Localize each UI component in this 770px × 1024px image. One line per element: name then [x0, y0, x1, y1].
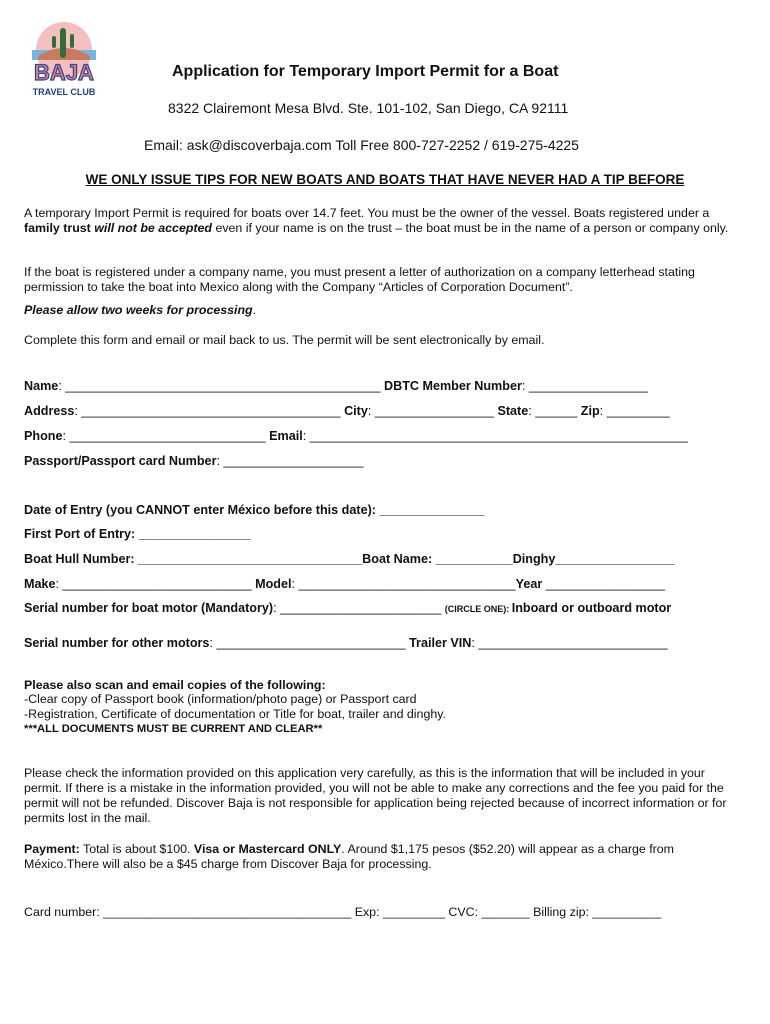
- docs-current-note: ***ALL DOCUMENTS MUST BE CURRENT AND CLEAR**: [24, 723, 323, 735]
- logo-sub: TRAVEL CLUB: [32, 87, 96, 97]
- docs-item-registration: -Registration, Certificate of documentation or Title for boat, trailer and dinghy.: [24, 707, 446, 721]
- other-motors-row[interactable]: Serial number for other motors: ___________________________ Trailer VIN: ___________________________: [24, 636, 668, 650]
- phone-email-row[interactable]: Phone: ____________________________ Email: ______________________________________________________: [24, 429, 688, 443]
- office-address: 8322 Clairemont Mesa Blvd. Ste. 101-102, San Diego, CA 92111: [168, 100, 569, 116]
- intro-paragraph-2: If the boat is registered under a company name, you must present a letter of authorization on a company letterhead stating permission to take the boat into Mexico along with the Company “Articles of Corporation Document”.: [24, 265, 695, 294]
- entry-date-row[interactable]: Date of Entry (you CANNOT enter México before this date): _______________: [24, 503, 485, 517]
- name-row[interactable]: Name: _____________________________________________ DBTC Member Number: _________________: [24, 379, 648, 393]
- check-info-paragraph: Please check the information provided on this application very carefully, as this is the information that will be included in your permit. If there is a mistake in the information provided, you will not be able to make any corrections and the fee you paid for the permit will not be refunded. Discover Baja is not responsible for application being rejected because of incorrect information or for permits lost in the mail.: [24, 766, 727, 825]
- intro-paragraph-1: A temporary Import Permit is required for boats over 14.7 feet. You must be the owner of the vessel. Boats registered under a family trust will not be accepted even if your name is on the trust – the boat must be in the name of a person or company only.: [24, 206, 729, 235]
- logo-word: BAJA: [34, 60, 94, 85]
- hull-row[interactable]: Boat Hull Number: ________________________________Boat Name: ___________Dinghy_________________: [24, 552, 675, 566]
- payment-paragraph: Payment: Total is about $100. Visa or Mastercard ONLY. Around $1,175 pesos ($52.20) will appear as a charge from México.There will also be a $45 charge from Discover Baja for processing.: [24, 842, 674, 871]
- baja-travel-club-logo: [24, 20, 102, 100]
- form-title: Application for Temporary Import Permit for a Boat: [172, 63, 559, 80]
- card-row[interactable]: Card number: ____________________________________ Exp: _________ CVC: _______ Billing zip: __________: [24, 905, 662, 919]
- motor-serial-row[interactable]: Serial number for boat motor (Mandatory): _______________________ (CIRCLE ONE): Inboard or outboard motor: [24, 601, 672, 615]
- docs-heading: Please also scan and email copies of the following:: [24, 678, 326, 692]
- tip-notice: WE ONLY ISSUE TIPS FOR NEW BOATS AND BOATS THAT HAVE NEVER HAD A TIP BEFORE: [85, 172, 685, 187]
- contact-line: Email: ask@discoverbaja.com Toll Free 800-727-2252 / 619-275-4225: [144, 137, 579, 153]
- docs-item-passport: -Clear copy of Passport book (information/photo page) or Passport card: [24, 692, 417, 706]
- instructions: Complete this form and email or mail back to us. The permit will be sent electronically by email.: [24, 333, 545, 347]
- address-row[interactable]: Address: _____________________________________ City: _________________ State: ______ Zip: _________: [24, 404, 670, 418]
- processing-note: Please allow two weeks for processing.: [24, 303, 257, 317]
- passport-row[interactable]: Passport/Passport card Number: ____________________: [24, 454, 364, 468]
- make-model-row[interactable]: Make: ___________________________ Model: _______________________________Year _________________: [24, 577, 665, 591]
- port-of-entry-row[interactable]: First Port of Entry: ________________: [24, 527, 251, 541]
